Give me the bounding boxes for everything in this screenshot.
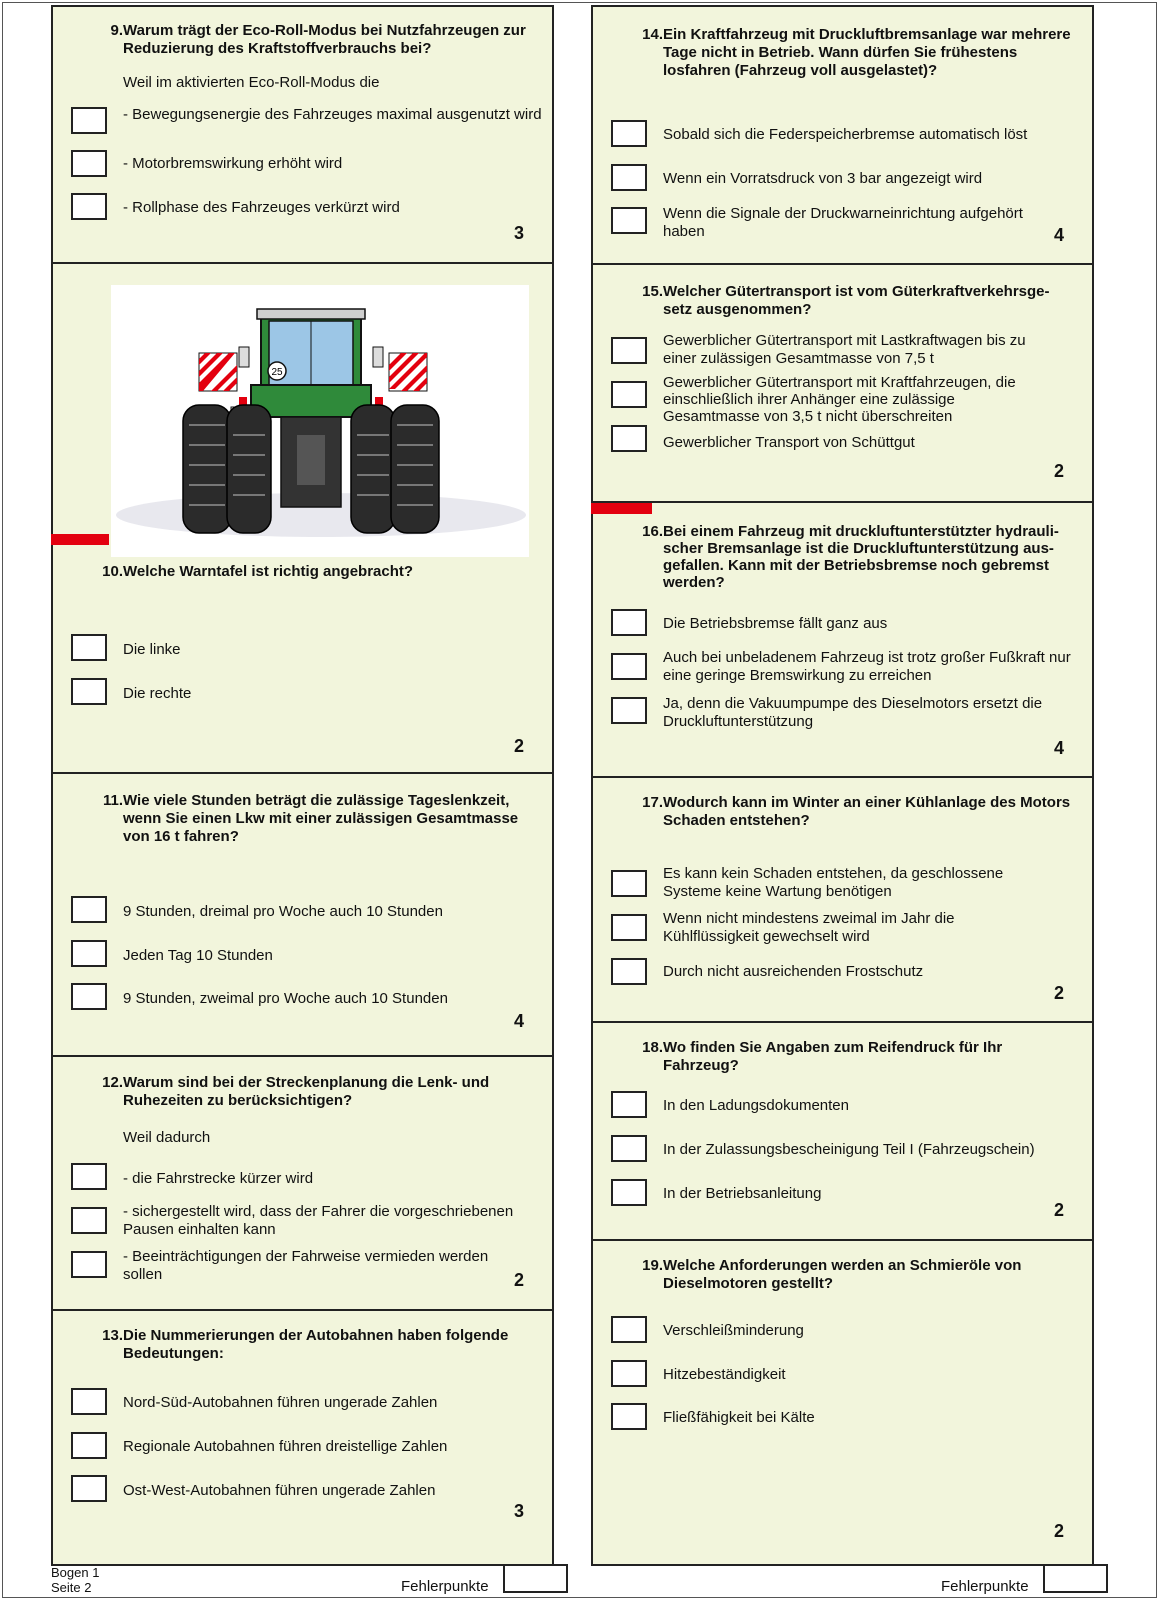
red-marker-bar <box>591 503 652 514</box>
answer-text: Hitzebeständigkeit <box>663 1366 786 1383</box>
answer-text: Gewerblicher Gütertransport mit Kraftfahrzeugen, die einschließlich ihrer Anhänger eine zulässige Gesamtmasse von 3,5 t nicht überschreiten <box>663 374 1016 425</box>
answer-text: Ost-West-Autobahnen führen ungerade Zahlen <box>123 1482 436 1499</box>
answer-checkbox[interactable] <box>71 1475 107 1502</box>
answer-text: Sobald sich die Federspeicherbremse automatisch löst <box>663 126 1028 143</box>
question-number: 9. <box>110 22 123 39</box>
points-value: 3 <box>513 1501 524 1521</box>
question-16 <box>591 501 1094 778</box>
question-text: Bei einem Fahrzeug mit druckluftunterstützter hydrauli-scher Bremsanlage ist die Druckluftunterstützung aus-gefallen. Kann mit der Betriebsbremse noch gebremst werden? <box>663 523 1059 591</box>
answer-text: - Bewegungsenergie des Fahrzeuges maximal ausgenutzt wird <box>123 106 542 123</box>
answer-checkbox[interactable] <box>71 896 107 923</box>
answer-text: Wenn ein Vorratsdruck von 3 bar angezeigt wird <box>663 170 983 187</box>
answer-checkbox[interactable] <box>611 164 647 191</box>
question-number: 12. <box>102 1074 123 1091</box>
question-18 <box>591 1021 1094 1241</box>
answer-text: In der Zulassungsbescheinigung Teil I (Fahrzeugschein) <box>663 1141 1035 1158</box>
answer-text: 9 Stunden, zweimal pro Woche auch 10 Stunden <box>123 990 448 1007</box>
points-value: 2 <box>513 1270 524 1290</box>
answer-checkbox[interactable] <box>611 425 647 452</box>
answer-text: Nord-Süd-Autobahnen führen ungerade Zahlen <box>123 1394 438 1411</box>
answer-checkbox[interactable] <box>611 120 647 147</box>
answer-checkbox[interactable] <box>71 1432 107 1459</box>
question-11 <box>51 772 554 1057</box>
question-intro: Weil im aktivierten Eco-Roll-Modus die <box>123 74 380 91</box>
speed-plate-text: 25 <box>271 367 283 378</box>
right-warning-panel <box>389 353 427 391</box>
answer-checkbox[interactable] <box>71 150 107 177</box>
red-marker-bar <box>51 534 109 545</box>
answer-checkbox[interactable] <box>71 107 107 134</box>
answer-text: In der Betriebsanleitung <box>663 1185 822 1202</box>
question-14 <box>591 5 1094 265</box>
answer-checkbox[interactable] <box>71 634 107 661</box>
answer-checkbox[interactable] <box>611 697 647 724</box>
question-text: Wie viele Stunden beträgt die zulässige Tageslenkzeit, wenn Sie einen Lkw mit einer zulässigen Gesamtmasse von 16 t fahren? <box>123 792 519 845</box>
answer-text: - sichergestellt wird, dass der Fahrer die vorgeschriebenen Pausen einhalten kann <box>123 1203 514 1238</box>
points-value: 3 <box>513 223 524 243</box>
answer-checkbox[interactable] <box>71 1388 107 1415</box>
points-value: 4 <box>513 1011 524 1031</box>
answer-checkbox[interactable] <box>71 678 107 705</box>
answer-text: Gewerblicher Gütertransport mit Lastkraftwagen bis zu einer zulässigen Gesamtmasse von 7,5 t <box>663 332 1026 367</box>
answer-checkbox[interactable] <box>611 958 647 985</box>
question-intro: Weil dadurch <box>123 1129 211 1146</box>
answer-text: - Rollphase des Fahrzeuges verkürzt wird <box>123 199 400 216</box>
question-number: 14. <box>642 26 663 43</box>
answer-text: Fließfähigkeit bei Kälte <box>663 1409 815 1426</box>
question-text: Ein Kraftfahrzeug mit Druckluftbremsanlage war mehrere Tage nicht in Betrieb. Wann dürfen Sie frühestens losfahren (Fahrzeug voll ausgelastet)? <box>663 26 1071 79</box>
question-text: Wo finden Sie Angaben zum Reifendruck für Ihr Fahrzeug? <box>663 1039 1003 1074</box>
points-value: 2 <box>1053 1200 1064 1220</box>
answer-text: Wenn die Signale der Druckwarneinrichtung aufgehört haben <box>663 205 1023 240</box>
answer-checkbox[interactable] <box>71 940 107 967</box>
answer-checkbox[interactable] <box>71 193 107 220</box>
question-text: Welche Warntafel ist richtig angebracht? <box>123 563 414 580</box>
answer-checkbox[interactable] <box>611 337 647 364</box>
answer-text: Verschleißminderung <box>663 1322 804 1339</box>
left-warning-panel <box>199 353 237 391</box>
answer-text: Ja, denn die Vakuumpumpe des Dieselmotors ersetzt die Druckluftunterstützung <box>663 695 1043 730</box>
points-value: 2 <box>513 736 524 756</box>
answer-text: 9 Stunden, dreimal pro Woche auch 10 Stunden <box>123 903 443 920</box>
points-value: 4 <box>1053 225 1064 245</box>
answer-checkbox[interactable] <box>71 1251 107 1278</box>
question-9 <box>51 5 554 264</box>
answer-checkbox[interactable] <box>611 1091 647 1118</box>
answer-checkbox[interactable] <box>611 609 647 636</box>
question-number: 13. <box>102 1327 123 1344</box>
answer-text: Gewerblicher Transport von Schüttgut <box>663 434 915 451</box>
question-number: 17. <box>642 794 663 811</box>
answer-checkbox[interactable] <box>611 653 647 680</box>
answer-checkbox[interactable] <box>611 1316 647 1343</box>
answer-text: - die Fahrstrecke kürzer wird <box>123 1170 314 1187</box>
points-value: 2 <box>1053 983 1064 1003</box>
points-value: 4 <box>1053 738 1064 758</box>
question-13 <box>51 1309 554 1566</box>
answer-text: Jeden Tag 10 Stunden <box>123 947 273 964</box>
question-number: 16. <box>642 523 663 540</box>
answer-text: Durch nicht ausreichenden Frostschutz <box>663 963 924 980</box>
error-points-label-left: Fehlerpunkte <box>401 1578 489 1595</box>
question-text: Warum sind bei der Streckenplanung die Lenk- und Ruhezeiten zu berücksichtigen? <box>123 1074 490 1109</box>
question-text: Welche Anforderungen werden an Schmieröle von Dieselmotoren gestellt? <box>663 1257 1022 1292</box>
answer-text: - Motorbremswirkung erhöht wird <box>123 155 343 172</box>
question-number: 15. <box>642 283 663 300</box>
tractor-rear-view-image <box>111 285 529 557</box>
answer-checkbox[interactable] <box>611 207 647 234</box>
answer-text: - Beeinträchtigungen der Fahrweise vermieden werden sollen <box>123 1248 489 1283</box>
answer-checkbox[interactable] <box>611 870 647 897</box>
question-text: Wodurch kann im Winter an einer Kühlanlage des Motors Schaden entstehen? <box>663 794 1071 829</box>
question-10 <box>51 262 554 774</box>
answer-checkbox[interactable] <box>71 1207 107 1234</box>
answer-checkbox[interactable] <box>611 914 647 941</box>
answer-checkbox[interactable] <box>611 381 647 408</box>
error-points-field-right[interactable] <box>1043 1564 1108 1593</box>
error-points-label-right: Fehlerpunkte <box>941 1578 1029 1595</box>
question-text: Die Nummerierungen der Autobahnen haben folgende Bedeutungen: <box>123 1327 509 1362</box>
answer-checkbox[interactable] <box>611 1135 647 1162</box>
answer-text: Wenn nicht mindestens zweimal im Jahr die Kühlflüssigkeit gewechselt wird <box>663 910 955 945</box>
points-value: 2 <box>1053 461 1064 481</box>
answer-checkbox[interactable] <box>611 1403 647 1430</box>
answer-checkbox[interactable] <box>71 983 107 1010</box>
answer-text: In den Ladungsdokumenten <box>663 1097 849 1114</box>
answer-checkbox[interactable] <box>611 1360 647 1387</box>
page-number: Seite 2 <box>51 1580 92 1595</box>
question-12 <box>51 1055 554 1311</box>
answer-text: Die linke <box>123 641 181 658</box>
question-text: Welcher Gütertransport ist vom Güterkraftverkehrsge-setz ausgenommen? <box>663 283 1050 318</box>
question-number: 18. <box>642 1039 663 1056</box>
error-points-field-left[interactable] <box>503 1564 568 1593</box>
answer-text: Die Betriebsbremse fällt ganz aus <box>663 615 888 632</box>
question-17 <box>591 776 1094 1023</box>
tractor-illustration <box>111 285 529 557</box>
question-text: Warum trägt der Eco-Roll-Modus bei Nutzfahrzeugen zur Reduzierung des Kraftstoffverbrauchs bei? <box>123 22 526 57</box>
points-value: 2 <box>1053 1521 1064 1541</box>
question-15 <box>591 263 1094 503</box>
question-number: 19. <box>642 1257 663 1274</box>
answer-checkbox[interactable] <box>611 1179 647 1206</box>
answer-text: Regionale Autobahnen führen dreistellige Zahlen <box>123 1438 448 1455</box>
sheet-number: Bogen 1 <box>51 1565 100 1580</box>
answer-text: Die rechte <box>123 685 192 702</box>
answer-checkbox[interactable] <box>71 1163 107 1190</box>
question-number: 10. <box>102 563 123 580</box>
answer-text: Auch bei unbeladenem Fahrzeug ist trotz großer Fußkraft nur eine geringe Bremswirkung zu erreichen <box>663 649 1071 684</box>
question-number: 11. <box>102 792 123 809</box>
answer-text: Es kann kein Schaden entstehen, da geschlossene Systeme keine Wartung benötigen <box>663 865 1004 900</box>
question-19 <box>591 1239 1094 1566</box>
